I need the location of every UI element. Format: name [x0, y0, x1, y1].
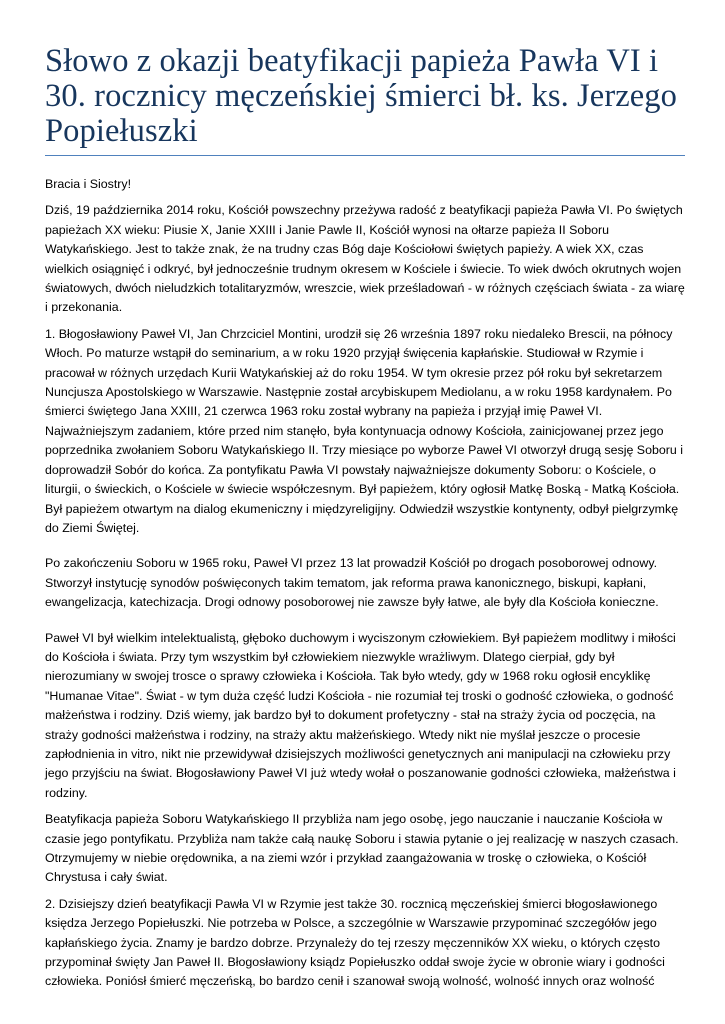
page-title: Słowo z okazji beatyfikacji papieża Pawła VI i 30. rocznicy męczeńskiej śmierci bł. ks. Jerzego Popiełuszki	[45, 44, 685, 156]
paragraph-beatification: Beatyfikacja papieża Soboru Watykańskiego II przybliża nam jego osobę, jego nauczanie i nauczanie Kościoła w czasie jego pontyfikatu. Przybliża nam także całą naukę Soboru i stawia pytanie o jej realizację w naszych czasach. Otrzymujemy w niebie orędownika, a na ziemi wzór i przykład zaangażowania w troskę o człowieka, o Kościół Chrystusa i cały świat.	[45, 812, 679, 885]
paragraph-section-1: 1. Błogosławiony Paweł VI, Jan Chrzciciel Montini, urodził się 26 września 1897 roku niedaleko Brescii, na północy Włoch. Po maturze wstąpił do seminarium, a w roku 1920 przyjął święcenia kapłańskie. Studiował w Rzymie i pracował w różnych urzędach Kurii Watykańskiej aż do roku 1954. W tym okresie przez pół roku był sekretarzem Nuncjusza Apostolskiego w Warszawie. Następnie został arcybiskupem Mediolanu, a w roku 1958 kardynałem. Po śmierci świętego Jana XXIII, 21 czerwca 1963 roku został wybrany na papieża i przyjął imię Paweł VI. Najważniejszym zadaniem, które przed nim stanęło, była kontynuacja odnowy Kościoła, zainicjowanej przez jego poprzednika zwołaniem Soboru Watykańskiego II. Trzy miesiące po wyborze Paweł VI otworzył drugą sesję Soboru i doprowadził Sobór do końca. Za pontyfikatu Pawła VI powstały najważniejsze dokumenty Soboru: o Kościele, o liturgii, o świeckich, o Kościele w świecie współczesnym. Był papieżem, który ogłosił Matkę Boską - Matką Kościoła. Był papieżem otwartym na dialog ekumeniczny i międzyreligijny. Odwiedził wszystkie kontynenty, odbył pielgrzymkę do Ziemi Świętej.	[45, 326, 683, 535]
document-page	[45, 44, 685, 999]
paragraph-section-2: 2. Dzisiejszy dzień beatyfikacji Pawła VI w Rzymie jest także 30. rocznicą męczeńskiej śmierci błogosławionego księdza Jerzego Popiełuszki. Nie potrzeba w Polsce, a szczególnie w Warszawie przypominać szczegółów jego kapłańskiego życia. Znamy je bardzo dobrze. Przynależy do tej rzeszy męczenników XX wieku, o których często przypominał święty Jan Paweł II. Błogosławiony ksiądz Popiełuszko oddał swoje życie w obronie wiary i godności człowieka. Poniósł śmierć męczeńską, bo bardzo cenił i szanował swoją wolność, wolność innych oraz wolność	[45, 896, 665, 989]
paragraph-intro: Dziś, 19 października 2014 roku, Kościół powszechny przeżywa radość z beatyfikacji papieża Pawła VI. Po świętych papieżach XX wieku: Piusie X, Janie XXIII i Janie Pawle II, Kościół wynosi na ołtarze papieża II Soboru Watykańskiego. Jest to także znak, że na trudny czas Bóg daje Kościołowi świętych papieży. A wiek XX, czas wielkich osiągnięć i odkryć, był jednocześnie trudnym okresem w Kościele i świecie. To wiek dwóch okrutnych wojen światowych, dwóch nieludzkich totalitaryzmów, wreszcie, wiek prześladowań - w różnych częściach świata - za wiarę i przekonania.	[45, 203, 685, 315]
paragraph-post-council: Po zakończeniu Soboru w 1965 roku, Paweł VI przez 13 lat prowadził Kościół po drogach posoborowej odnowy. Stworzył instytucję synodów poświęconych takim tematom, jak reforma prawa kanonicznego, biskupi, kapłani, ewangelizacja, katechizacja. Drogi odnowy posoborowej nie zawsze były łatwe, ale były dla Kościoła konieczne.	[45, 556, 659, 610]
document-body	[45, 175, 685, 992]
paragraph-humanae-vitae: Paweł VI był wielkim intelektualistą, głęboko duchowym i wyciszonym człowiekiem. Był papieżem modlitwy i miłości do Kościoła i świata. Przy tym wszystkim był człowiekiem niezwykle wrażliwym. Dlatego cierpiał, gdy był nierozumiany w swojej trosce o sprawy człowieka i Kościoła. Tak było wtedy, gdy w 1968 roku ogłosił encyklikę "Humanae Vitae". Świat - w tym duża część ludzi Kościoła - nie rozumiał tej troski o godność człowieka, o godność małżeństwa i rodziny. Dziś wiemy, jak bardzo był to dokument profetyczny - stał na straży życia od poczęcia, na straży godności małżeństwa i rodziny, na straży aktu małżeńskiego. Wtedy nikt nie myślał jeszcze o procesie zapłodnienia in vitro, nikt nie przewidywał dzisiejszych możliwości genetycznych ani manipulacji na człowieku przy jego przyjściu na świat. Błogosławiony Paweł VI już wtedy wołał o poszanowanie godności człowieka, małżeństwa i rodziny.	[45, 630, 676, 800]
salutation: Bracia i Siostry!	[45, 177, 132, 191]
